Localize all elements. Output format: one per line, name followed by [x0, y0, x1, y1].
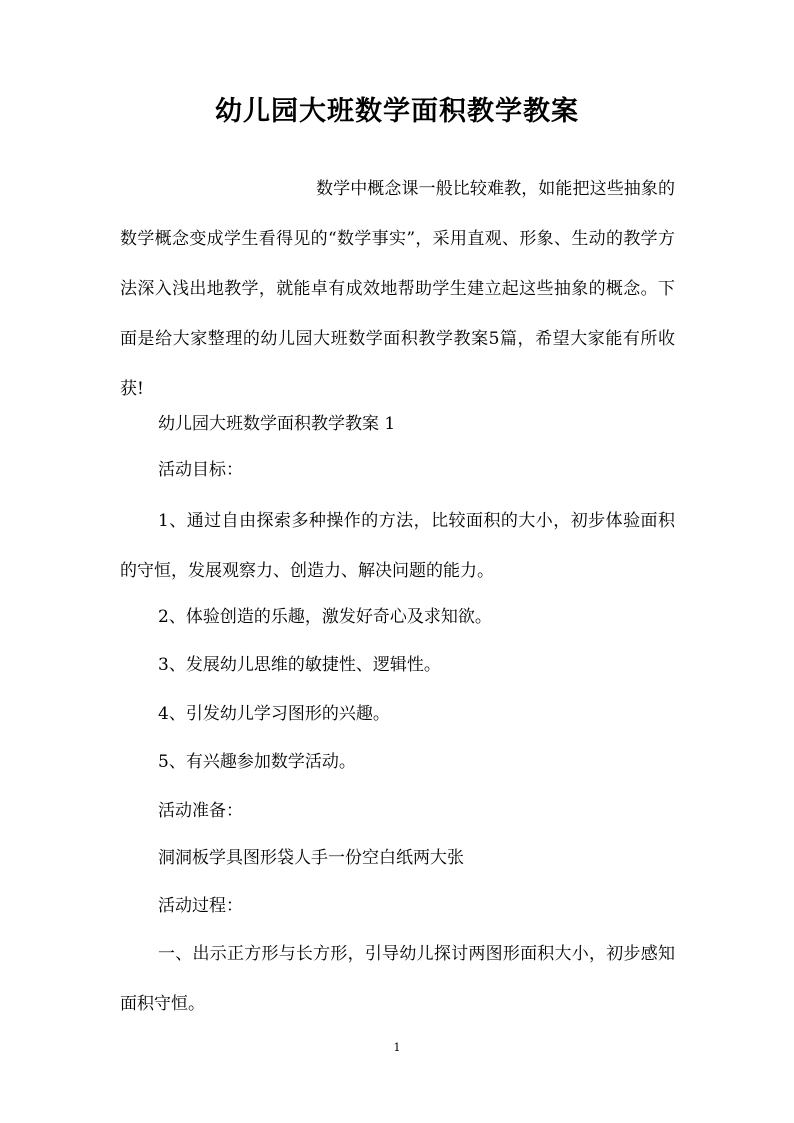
goals-heading: 活动目标： [158, 460, 243, 480]
page-number: 1 [393, 1041, 401, 1054]
document-title: 幼儿园大班数学面积教学教案 [215, 96, 579, 127]
goal-item-1: 1、通过自由探索多种操作的方法，比较面积的大小，初步体验面积的守恒，发展观察力、创造力、解决问题的能力。 [120, 511, 675, 581]
process-step-1: 一、出示正方形与长方形，引导幼儿探讨两图形面积大小，初步感知面积守恒。 [120, 944, 675, 1014]
section-heading: 幼儿园大班数学面积教学教案 1 [158, 414, 396, 434]
prep-heading: 活动准备： [158, 801, 243, 821]
process-heading: 活动过程： [158, 896, 243, 916]
intro-paragraph: 数学中概念课一般比较难教，如能把这些抽象的数学概念变成学生看得见的“数学事实”，采用直观、形象、生动的教学方法深入浅出地教学，就能卓有成效地帮助学生建立起这些抽象的概念。下面是给大家整理的幼儿园大班数学面积教学教案5篇，希望大家能有所收获! [120, 179, 675, 399]
goal-item-4: 4、引发幼儿学习图形的兴趣。 [158, 704, 390, 724]
goal-item-3: 3、发展幼儿思维的敏捷性、逻辑性。 [158, 655, 441, 675]
goal-item-2: 2、体验创造的乐趣，激发好奇心及求知欲。 [158, 607, 492, 627]
prep-text: 洞洞板学具图形袋人手一份空白纸两大张 [158, 848, 464, 868]
goal-item-5: 5、有兴趣参加数学活动。 [158, 752, 356, 772]
